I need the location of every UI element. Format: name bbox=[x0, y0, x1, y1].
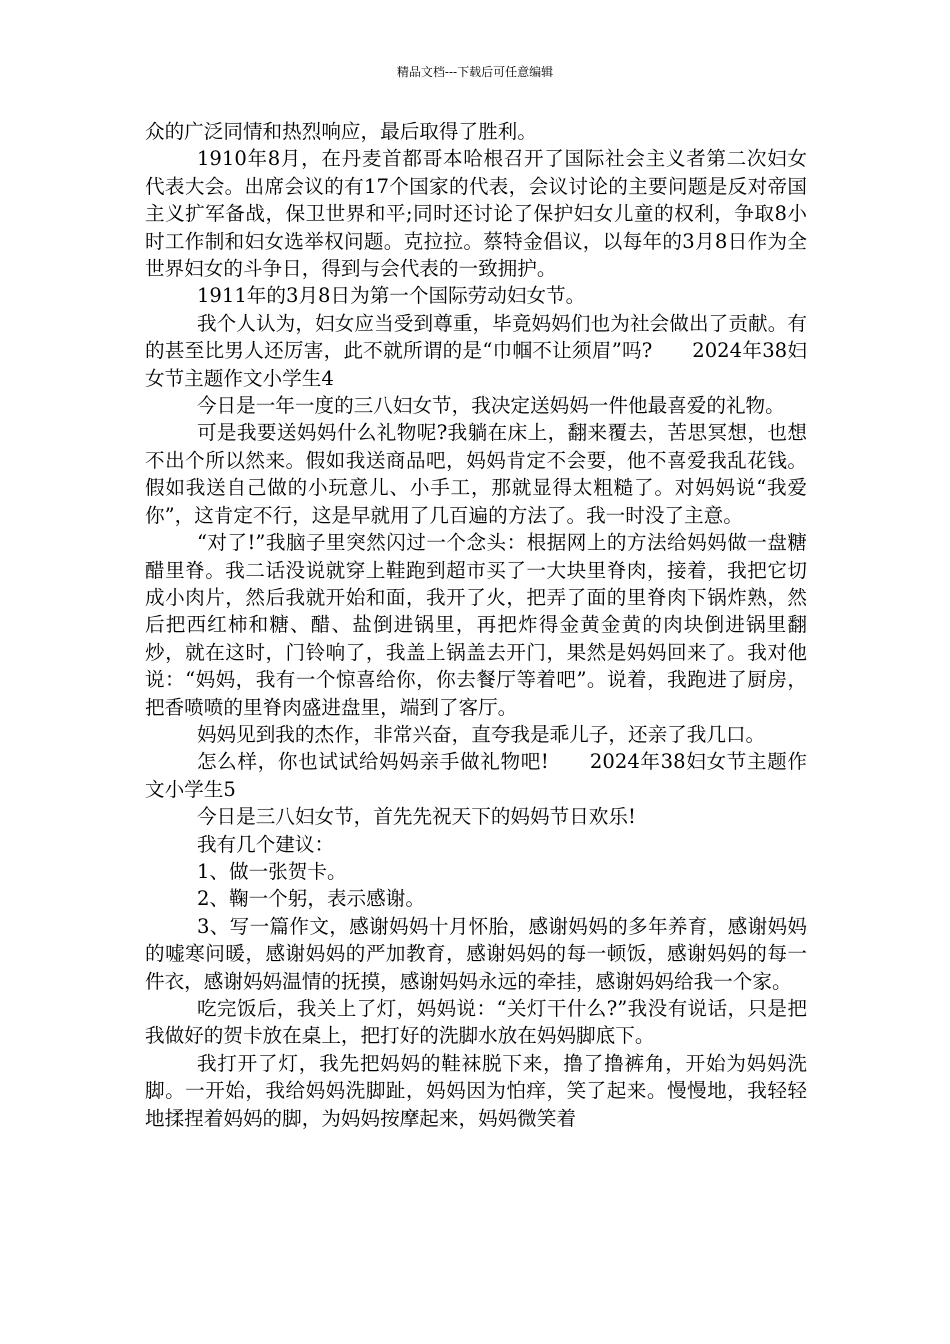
paragraph: 今日是三八妇女节，首先先祝天下的妈妈节日欢乐! bbox=[196, 805, 636, 829]
paragraph: 今日是一年一度的三八妇女节，我决定送妈妈一件他最喜爱的礼物。 bbox=[196, 394, 785, 418]
paragraph: 1911年的3月8日为第一个国际劳动妇女节。 bbox=[196, 284, 586, 308]
paragraph: 1、做一张贺卡。 bbox=[196, 859, 347, 883]
document-body bbox=[145, 118, 807, 1132]
paragraph: 吃完饭后，我关上了灯，妈妈说：“关灯干什么?”我没有说话，只是把我做好的贺卡放在桌上，把打好的洗脚水放在妈妈脚底下。 bbox=[145, 997, 807, 1048]
paragraph: 我有几个建议： bbox=[196, 832, 335, 856]
paragraph: 怎么样，你也试试给妈妈亲手做礼物吧! 2024年38妇女节主题作文小学生5 bbox=[145, 750, 807, 801]
page-header: 精品文档---下载后可任意编辑 bbox=[396, 65, 554, 79]
paragraph: 1910年8月，在丹麦首都哥本哈根召开了国际社会主义者第二次妇女代表大会。出席会议的有17个国家的代表，会议讨论的主要问题是反对帝国主义扩军备战，保卫世界和平;同时还讨论了保护妇女儿童的权利，争取8小时工作制和妇女选举权问题。克拉拉。蔡特金倡议，以每年的3月8日作为全世界妇女的斗争日，得到与会代表的一致拥护。 bbox=[145, 147, 807, 281]
paragraph: 3、写一篇作文，感谢妈妈十月怀胎，感谢妈妈的多年养育，感谢妈妈的嘘寒问暖，感谢妈妈的严加教育，感谢妈妈的每一顿饭，感谢妈妈的每一件衣，感谢妈妈温情的抚摸，感谢妈妈永远的牵挂，感谢妈妈给我一个家。 bbox=[145, 914, 807, 993]
paragraph: 我个人认为，妇女应当受到尊重，毕竟妈妈们也为社会做出了贡献。有的甚至比男人还厉害，此不就所谓的是“巾帼不让须眉”吗? 2024年38妇女节主题作文小学生4 bbox=[145, 311, 807, 390]
paragraph: 妈妈见到我的杰作，非常兴奋，直夸我是乖儿子，还亲了我几口。 bbox=[196, 722, 766, 746]
paragraph: “对了!”我脑子里突然闪过一个念头：根据网上的方法给妈妈做一盘糖醋里脊。我二话没说就穿上鞋跑到超市买了一大块里脊肉，接着，我把它切成小肉片，然后我就开始和面，我开了火，把弄了面的里脊肉下锅炸熟，然后把西红柿和糖、醋、盐倒进锅里，再把炸得金黄金黄的肉块倒进锅里翻炒，就在这时，门铃响了，我盖上锅盖去开门，果然是妈妈回来了。我对他说：“妈妈，我有一个惊喜给你，你去餐厅等着吧”。说着，我跑进了厨房，把香喷喷的里脊肉盛进盘里，端到了客厅。 bbox=[145, 531, 807, 719]
paragraph: 2、鞠一个躬，表示感谢。 bbox=[196, 887, 425, 911]
paragraph: 我打开了灯，我先把妈妈的鞋袜脱下来，撸了撸裤角，开始为妈妈洗脚。一开始，我给妈妈洗脚趾，妈妈因为怕痒，笑了起来。慢慢地，我轻轻地揉捏着妈妈的脚，为妈妈按摩起来，妈妈微笑着 bbox=[145, 1051, 807, 1130]
paragraph: 众的广泛同情和热烈响应，最后取得了胜利。 bbox=[145, 120, 537, 143]
paragraph: 可是我要送妈妈什么礼物呢?我躺在床上，翻来覆去，苦思冥想，也想不出个所以然来。假如我送商品吧，妈妈肯定不会要，他不喜爱我乱花钱。假如我送自己做的小玩意儿、小手工，那就显得太粗糙了。对妈妈说“我爱你”，这肯定不行，这是早就用了几百遍的方法了。我一时没了主意。 bbox=[145, 421, 807, 527]
